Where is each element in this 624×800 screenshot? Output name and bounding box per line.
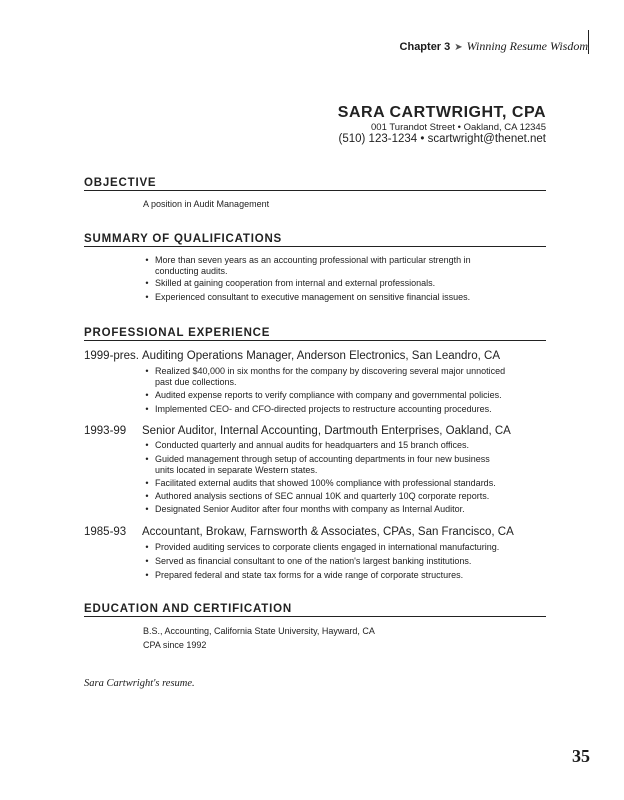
- figure-caption: Sara Cartwright's resume.: [84, 678, 195, 689]
- education-line: B.S., Accounting, California State University, Hayward, CA: [143, 626, 375, 636]
- bullet-icon: •: [145, 570, 149, 580]
- job-bullet: Facilitated external audits that showed 100% compliance with professional standards.: [155, 478, 496, 488]
- bullet-icon: •: [145, 292, 149, 302]
- summary-bullet: Experienced consultant to executive management on sensitive financial issues.: [155, 292, 471, 302]
- job-bullet: Served as financial consultant to one of the nation's largest banking institutions.: [155, 556, 472, 566]
- objective-heading: OBJECTIVE: [84, 176, 546, 191]
- job-bullet: Implemented CEO- and CFO-directed projects to restructure accounting procedures.: [155, 404, 492, 414]
- job-bullet: Provided auditing services to corporate clients engaged in international manufacturing.: [155, 542, 500, 552]
- summary-bullet: Skilled at gaining cooperation from internal and external professionals.: [155, 278, 436, 288]
- bullet-icon: •: [145, 478, 149, 488]
- job-bullet: Prepared federal and state tax forms for a wide range of corporate structures.: [155, 570, 464, 580]
- education-line: CPA since 1992: [143, 640, 207, 650]
- bullet-icon: •: [145, 454, 149, 464]
- resume-name: SARA CARTWRIGHT, CPA: [337, 104, 546, 121]
- summary-bullet-cont: conducting audits.: [155, 266, 228, 276]
- education-heading: EDUCATION AND CERTIFICATION: [84, 602, 546, 617]
- job-bullet: Guided management through setup of accounting departments in four new business: [155, 454, 490, 464]
- resume-address: 001 Turandot Street • Oakland, CA 12345: [371, 122, 546, 133]
- bullet-icon: •: [145, 542, 149, 552]
- objective-text: A position in Audit Management: [143, 199, 270, 209]
- job-years: 1999-pres.: [84, 350, 139, 362]
- bullet-icon: •: [145, 404, 149, 414]
- job-bullet: Audited expense reports to verify compliance with company and governmental policies.: [155, 390, 502, 400]
- bullet-icon: •: [145, 440, 149, 450]
- job-years: 1993-99: [84, 425, 127, 437]
- bullet-icon: •: [145, 556, 149, 566]
- summary-heading: SUMMARY OF QUALIFICATIONS: [84, 232, 546, 247]
- running-head: [0, 39, 588, 54]
- job-title: Auditing Operations Manager, Anderson Electronics, San Leandro, CA: [142, 350, 500, 362]
- experience-heading: PROFESSIONAL EXPERIENCE: [84, 326, 546, 341]
- bullet-icon: •: [145, 255, 149, 265]
- bullet-icon: •: [145, 278, 149, 288]
- job-years: 1985-93: [84, 526, 127, 538]
- job-bullet: Realized $40,000 in six months for the company by discovering several major unnoticed: [155, 366, 506, 376]
- job-title: Accountant, Brokaw, Farnsworth & Associates, CPAs, San Francisco, CA: [142, 526, 514, 538]
- summary-bullet: More than seven years as an accounting professional with particular strength in: [155, 255, 471, 265]
- page-number: 35: [572, 746, 590, 766]
- arrow-icon: ➤: [454, 42, 463, 53]
- chapter-label: Chapter 3: [399, 41, 451, 53]
- bullet-icon: •: [145, 366, 149, 376]
- header-rule: [588, 30, 589, 54]
- job-bullet: Designated Senior Auditor after four months with company as Internal Auditor.: [155, 504, 465, 514]
- job-title: Senior Auditor, Internal Accounting, Dartmouth Enterprises, Oakland, CA: [142, 425, 511, 437]
- job-bullet: Authored analysis sections of SEC annual 10K and quarterly 10Q corporate reports.: [155, 491, 490, 501]
- job-bullet-cont: units located in separate Western states.: [155, 465, 318, 475]
- job-bullet: Conducted quarterly and annual audits for headquarters and 15 branch offices.: [155, 440, 470, 450]
- bullet-icon: •: [145, 504, 149, 514]
- bullet-icon: •: [145, 491, 149, 501]
- job-bullet-cont: past due collections.: [155, 377, 237, 387]
- bullet-icon: •: [145, 390, 149, 400]
- resume-contact: (510) 123-1234 • scartwright@thenet.net: [338, 133, 546, 145]
- chapter-title: Winning Resume Wisdom: [466, 39, 588, 53]
